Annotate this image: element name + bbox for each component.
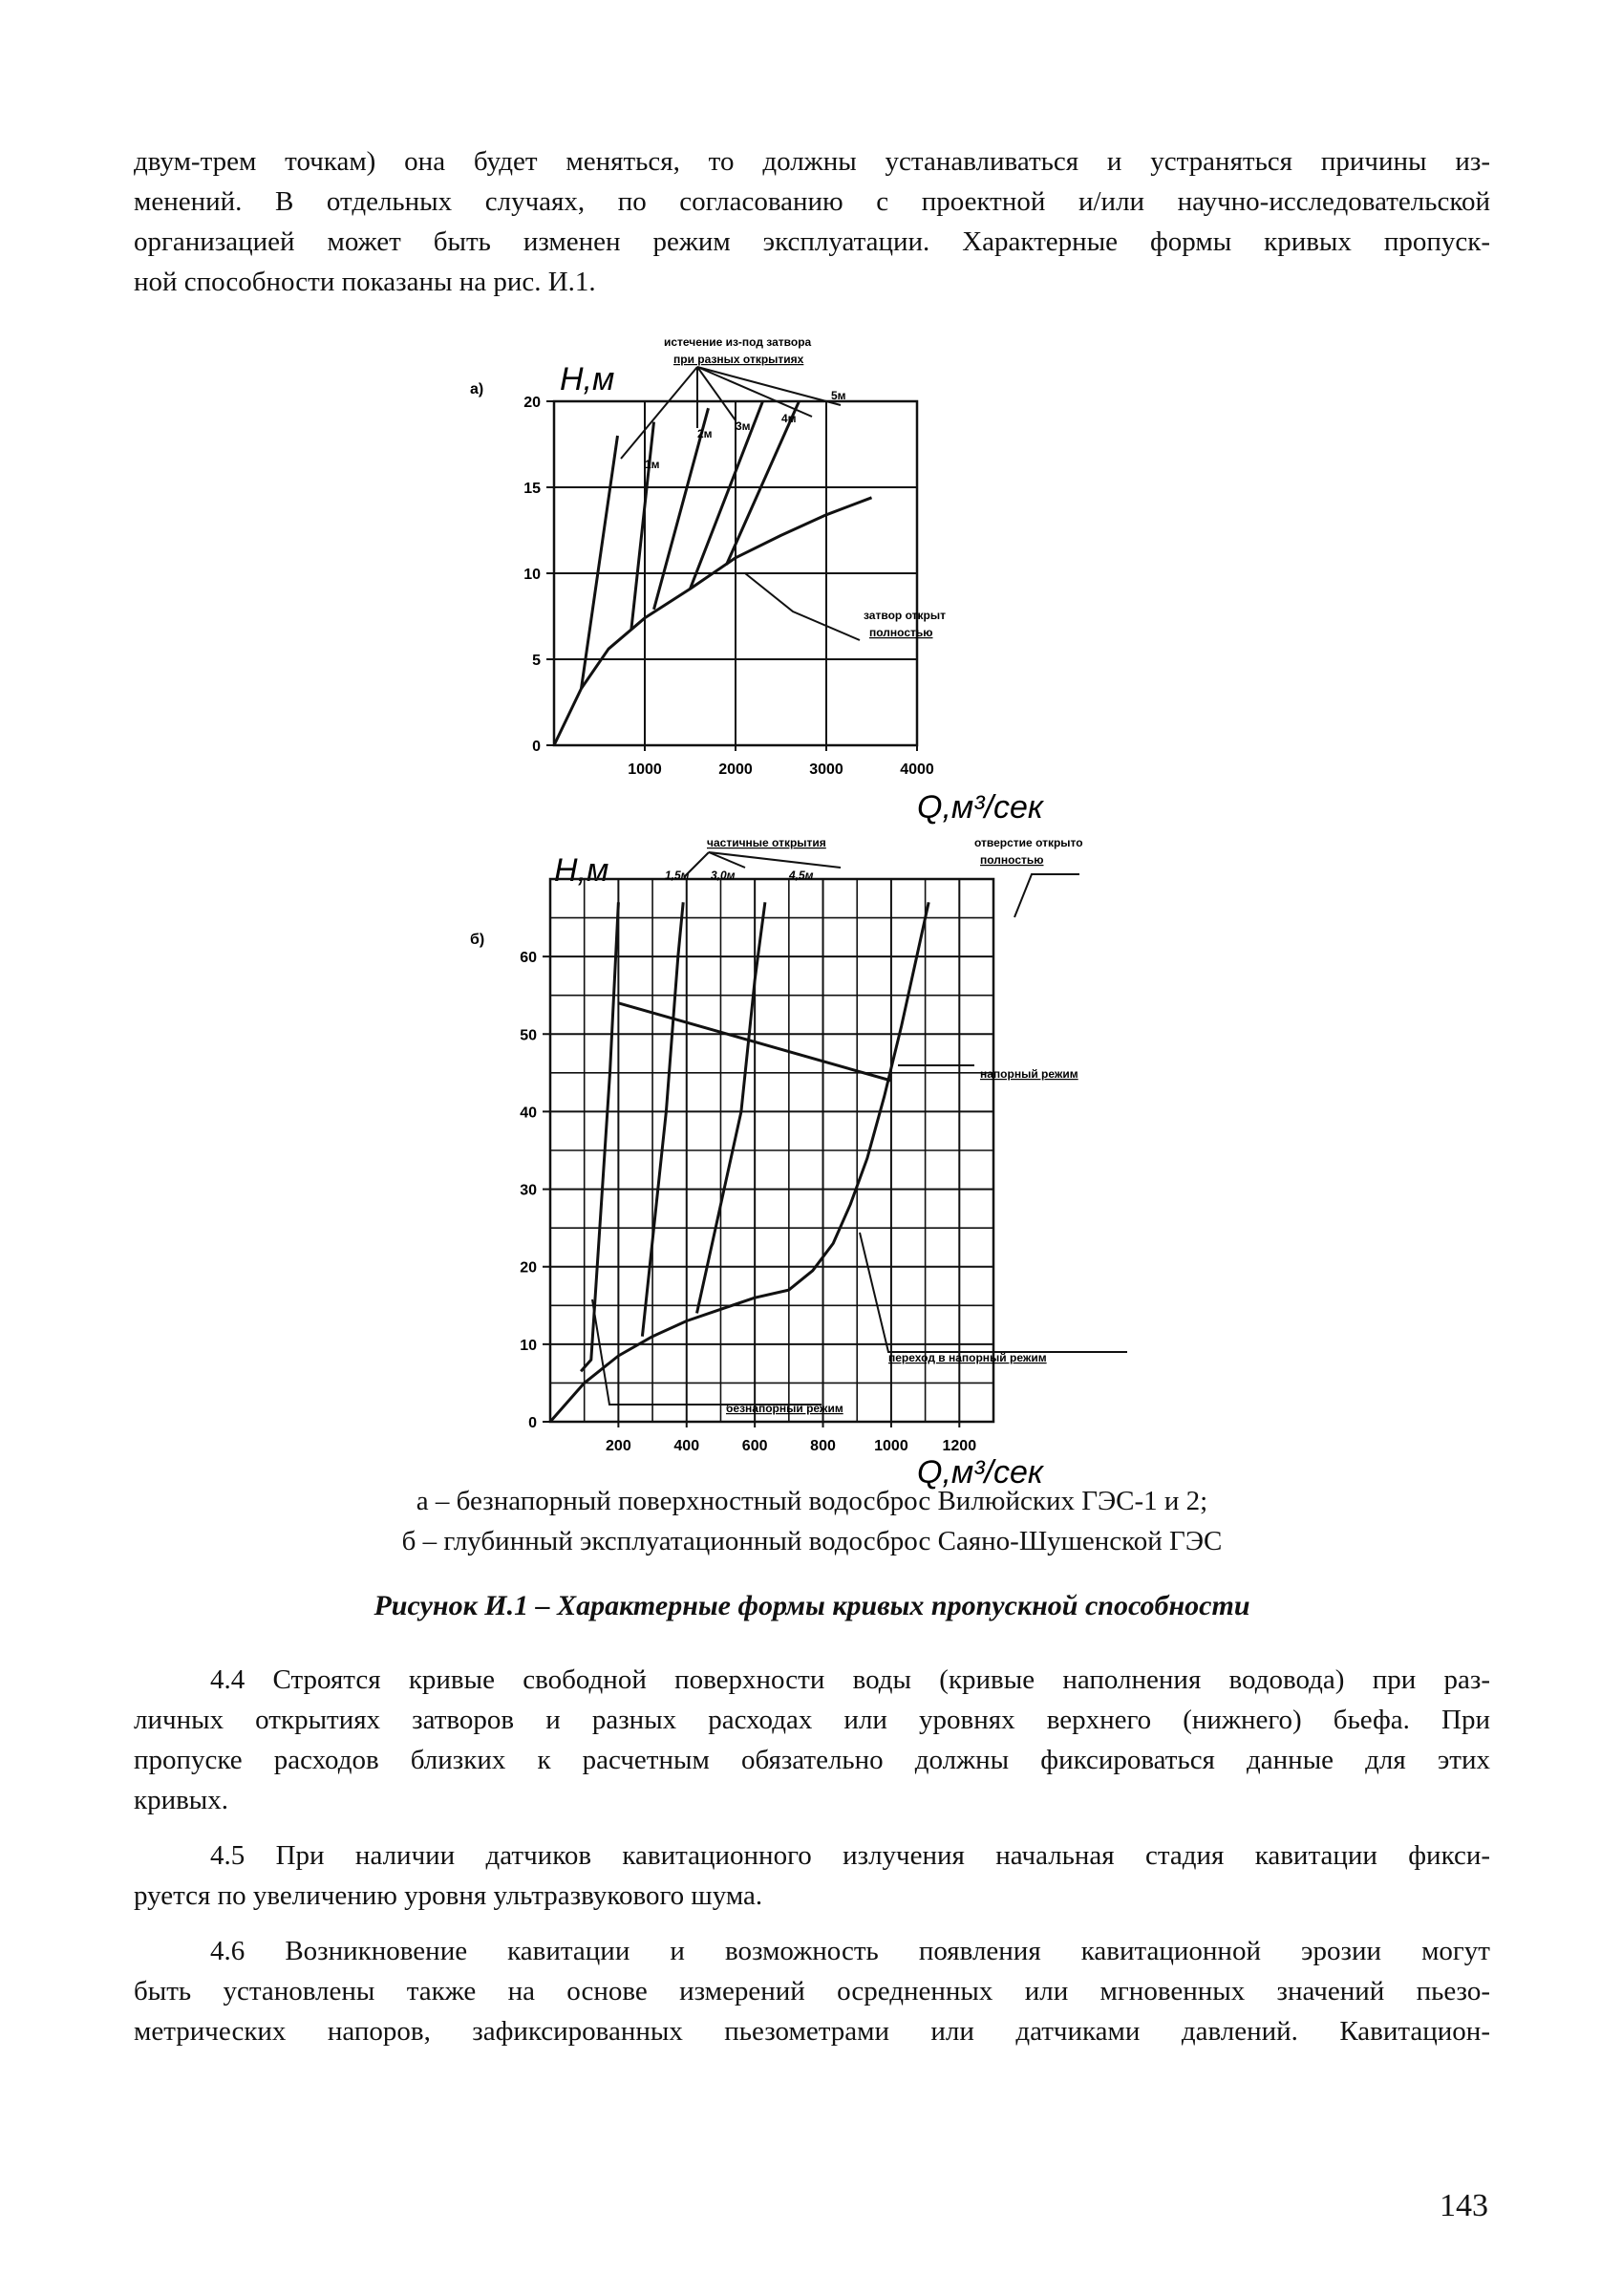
opening-label-3m: 3м	[736, 419, 751, 433]
panel-b-x-tick-label: 1200	[942, 1438, 977, 1454]
panel-a-note-right-1: затвор открыт	[864, 609, 946, 622]
panel-b-note-pressure: напорный режим	[980, 1067, 1078, 1081]
panel-b-y-tick-label: 30	[520, 1182, 537, 1199]
panel-b-y-tick-label: 50	[520, 1027, 537, 1044]
text-line: организацией может быть изменен режим эксплуатации. Характерные формы кривых пропуск-	[134, 226, 1490, 257]
opening-label-2m: 2м	[697, 427, 713, 440]
panel-a-series-line-2	[631, 422, 654, 631]
paragraph-4-4	[134, 1660, 1490, 1820]
panel-a-series-line-1	[582, 436, 618, 689]
panel-a-x-tick-label: 1000	[628, 762, 662, 778]
chart-panel-a	[470, 335, 1045, 826]
panel-b-note-full-1: отверстие открыто	[974, 836, 1083, 849]
page-number: 143	[1440, 2188, 1488, 2223]
opening-label-1-5m: 1,5м	[665, 869, 690, 882]
panel-a-x-tick-label: 2000	[718, 762, 753, 778]
panel-a-ticks	[523, 395, 934, 778]
panel-b-note-openings: частичные открытия	[707, 836, 826, 849]
panel-a-y-tick-label: 20	[523, 395, 541, 411]
panel-a-note-top-1: истечение из-под затвора	[664, 335, 812, 349]
figure-title: Рисунок И.1 – Характерные формы кривых пропускной способности	[373, 1590, 1250, 1621]
panel-a-x-axis-label: Q,м³/сек	[917, 789, 1043, 826]
panel-b-x-tick-label: 1000	[874, 1438, 908, 1454]
panel-a-x-tick-label: 4000	[900, 762, 934, 778]
opening-label-4m: 4м	[781, 412, 797, 425]
panel-b-series-line-3	[581, 902, 618, 1371]
chart-panel-b	[470, 836, 1127, 1491]
panel-a-x-tick-label: 3000	[809, 762, 843, 778]
panel-a-y-axis-label: H,м	[560, 361, 615, 397]
panel-b-y-tick-label: 60	[520, 950, 537, 967]
intro-paragraph	[134, 141, 1490, 302]
panel-a-y-tick-label: 10	[523, 567, 541, 583]
panel-b-letter: б)	[470, 932, 485, 948]
text-line: кривых.	[134, 1785, 229, 1815]
panel-b-x-tick-label: 400	[673, 1438, 700, 1454]
figure-caption-a: а – безнапорный поверхностный водосброс Вилюйских ГЭС-1 и 2;	[416, 1486, 1208, 1516]
panel-b-y-tick-label: 0	[528, 1415, 537, 1431]
text-line: руется по увеличению уровня ультразвукового шума.	[134, 1880, 763, 1911]
text-line: ной способности показаны на рис. И.1.	[134, 267, 596, 297]
panel-a-y-tick-label: 0	[532, 739, 541, 755]
opening-label-1m: 1м	[645, 458, 660, 471]
panel-b-x-tick-label: 200	[606, 1438, 631, 1454]
text-line: быть установлены также на основе измерений осредненных или мгновенных значений пьезо-	[134, 1976, 1490, 2006]
text-line: двум-трем точкам) она будет меняться, то должны устанавливаться и устраняться причины из-	[134, 146, 1490, 177]
panel-b-y-tick-label: 40	[520, 1105, 537, 1122]
paragraph-4-5	[134, 1835, 1490, 1916]
panel-a-note-top-2: при разных открытиях	[673, 353, 804, 366]
text-line: метрических напоров, зафиксированных пьезометрами или датчиками давлений. Кавитацион-	[134, 2016, 1490, 2047]
panel-b-grid	[543, 879, 993, 1427]
panel-b-note-full-2: полностью	[980, 853, 1044, 867]
panel-b-x-tick-label: 600	[741, 1438, 768, 1454]
opening-label-3-0m: 3,0м	[711, 869, 736, 882]
panel-b-series-line-1	[789, 902, 928, 1290]
panel-a-series-line-0	[554, 498, 872, 745]
panel-a-y-tick-label: 15	[523, 481, 541, 497]
paragraph-4-6	[134, 1931, 1490, 2051]
text-line: 4.5 При наличии датчиков кавитационного излучения начальная стадия кавитации фикси-	[210, 1840, 1490, 1871]
panel-b-x-axis-label: Q,м³/сек	[917, 1454, 1043, 1491]
text-line: пропуске расходов близких к расчетным обязательно должны фиксироваться данные для этих	[134, 1745, 1490, 1775]
panel-b-series-line-4	[642, 902, 683, 1336]
panel-a-y-tick-label: 5	[532, 653, 541, 669]
panel-a-grid	[546, 401, 917, 751]
figure-caption-b: б – глубинный эксплуатационный водосброс Саяно-Шушенской ГЭС	[401, 1526, 1223, 1556]
text-line: 4.4 Строятся кривые свободной поверхности воды (кривые наполнения водовода) при раз-	[210, 1664, 1490, 1695]
figure-i1	[459, 325, 1165, 1491]
panel-b-x-tick-label: 800	[810, 1438, 836, 1454]
text-line: личных открытиях затворов и разных расходах или уровнях верхнего (нижнего) бьефа. При	[134, 1705, 1490, 1735]
opening-label-5m: 5м	[831, 389, 846, 402]
panel-b-leader-lines	[592, 852, 1127, 1405]
opening-label-4-5m: 4,5м	[789, 869, 814, 882]
text-line: менений. В отдельных случаях, по согласованию с проектной и/или научно-исследовательской	[134, 186, 1490, 217]
text-line: 4.6 Возникновение кавитации и возможность появления кавитационной эрозии могут	[210, 1936, 1490, 1966]
panel-b-note-transition: переход в напорный режим	[888, 1351, 1047, 1364]
panel-b-y-tick-label: 20	[520, 1259, 537, 1277]
panel-b-y-tick-label: 10	[520, 1337, 537, 1354]
panel-b-y-axis-label: H,м	[554, 852, 609, 889]
panel-a-letter: а)	[470, 381, 484, 397]
panel-a-note-right-2: полностью	[869, 626, 933, 639]
panel-b-note-free: безнапорный режим	[726, 1402, 843, 1415]
